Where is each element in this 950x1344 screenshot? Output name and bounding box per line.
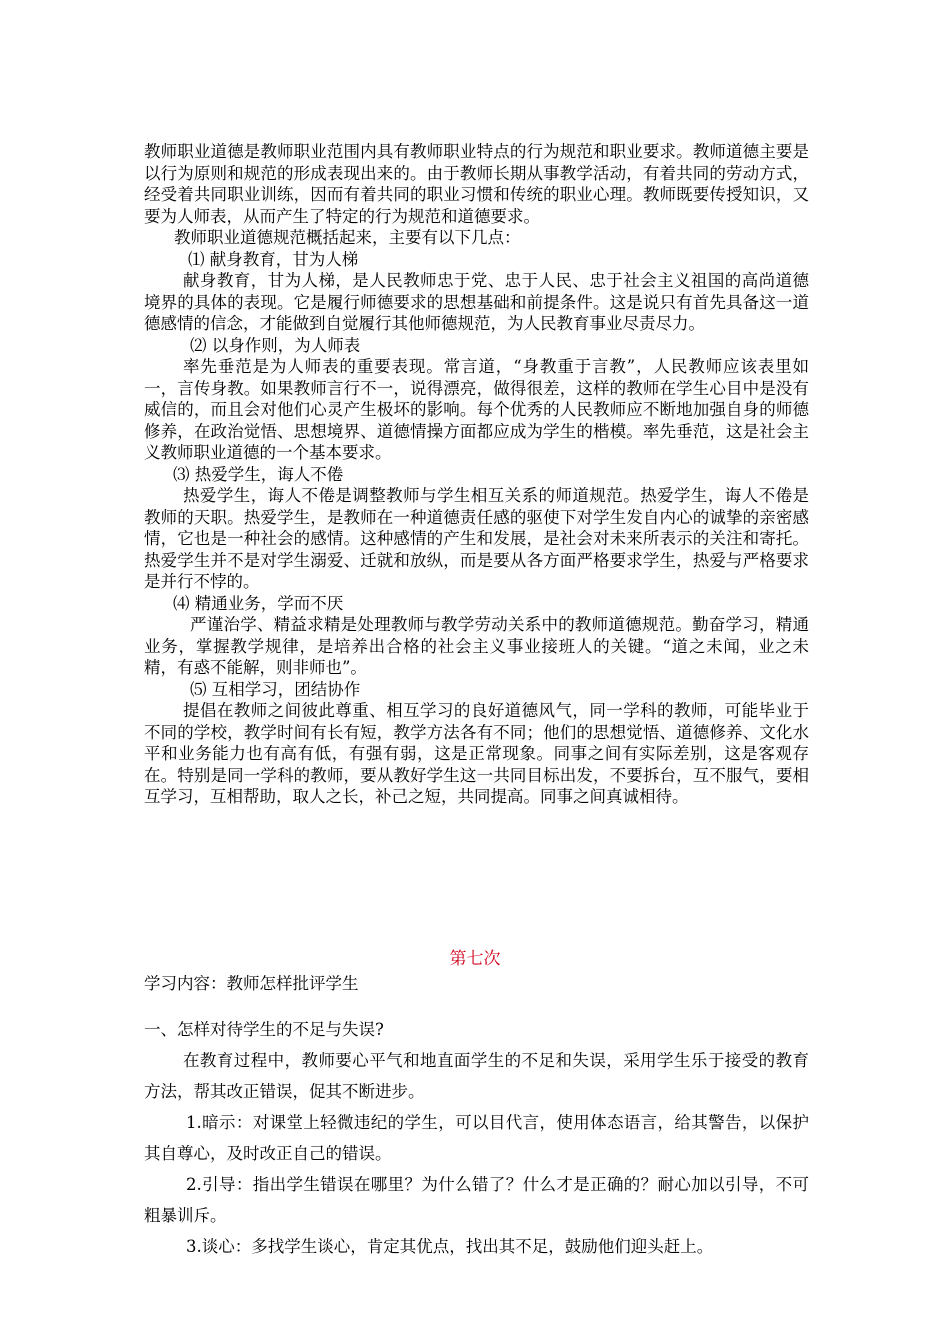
question-heading: 一、怎样对待学生的不足与失误? [144,1020,384,1039]
blank-line [144,999,809,1014]
intro-paragraph: 教师职业道德是教师职业范围内具有教师职业特点的行为规范和职业要求。教师道德主要是以行为原则和规范的形成表现出来的。由于教师长期从事教学活动，有着共同的劳动方式，经受着共同职业训练，因而有着共同的职业习惯和传统的职业心理。教师既要传授知识，又要为人师表，从而产生了特定的行为规范和道德要求。 [144,142,809,226]
item-body-3: 热爱学生，诲人不倦是调整教师与学生相互关系的师道规范。热爱学生，诲人不倦是教师的天职。热爱学生，是教师在一种道德责任感的驱使下对学生发自内心的诚挚的亲密感情，它也是一种社会的感情。这种感情的产生和发展，是社会对未来所表示的关注和寄托。热爱学生并不是对学生溺爱、迁就和放纵，而是要从各方面严格要求学生，热爱与严格要求是并行不悖的。 [144,486,809,591]
section-criticism [144,968,809,1262]
summary-line: 教师职业道德规范概括起来，主要有以下几点： [174,228,521,247]
point-hint: 1.暗示：对课堂上轻微违纪的学生，可以目代言，使用体态语言，给其警告，以保护其自尊心，及时改正自己的错误。 [144,1113,809,1163]
item-heading-4: ⑷ 精通业务，学而不厌 [173,593,344,613]
item-body-5: 提倡在教师之间彼此尊重、相互学习的良好道德风气，同一学科的教师，可能毕业于不同的学校，教学时间有长有短，教学方法各有不同；他们的思想觉悟、道德修养、文化水平和业务能力也有高有低，有强有弱，这是正常现象。同事之间有实际差别，这是客观存在。特别是同一学科的教师，要从教好学生这一共同目标出发，不要拆台，互不服气，要相互学习，互相帮助，取人之长，补己之短，共同提高。同事之间真诚相待。 [144,701,809,806]
section-ethics [144,141,809,808]
study-subject: 学习内容：教师怎样批评学生 [144,974,359,993]
section-title: 第七次 [449,949,501,969]
item-heading-5: ⑸ 互相学习，团结协作 [190,679,361,699]
criticism-intro: 在教育过程中，教师要心平气和地直面学生的不足和失误，采用学生乐于接受的教育方法，帮其改正错误，促其不断进步。 [144,1051,809,1101]
item-body-4: 严谨治学、精益求精是处理教师与教学劳动关系中的教师道德规范。勤奋学习，精通业务，掌握教学规律，是培养出合格的社会主义事业接班人的关键。“道之未闻，业之未精，有惑不能解，则非师也”。 [144,615,809,677]
item-heading-1: ⑴ 献身教育，甘为人梯 [188,249,359,269]
item-body-2: 率先垂范是为人师表的重要表现。常言道，“身教重于言教”，人民教师应该表里如一，言传身教。如果教师言行不一，说得漂亮，做得很差，这样的教师在学生心目中是没有威信的，而且会对他们心灵产生极坏的影响。每个优秀的人民教师应不断地加强自身的师德修养，在政治觉悟、思想境界、道德情操方面都应成为学生的楷模。率先垂范，这是社会主义教师职业道德的一个基本要求。 [144,357,809,462]
point-guide: 2.引导：指出学生错误在哪里？为什么错了？什么才是正确的？耐心加以引导，不可粗暴训斥。 [144,1175,809,1225]
item-body-1: 献身教育，甘为人梯，是人民教师忠于党、忠于人民、忠于社会主义祖国的高尚道德境界的具体的表现。它是履行师德要求的思想基础和前提条件。这是说只有首先具备这一道德感情的信念，才能做到自觉履行其他师德规范，为人民教育事业尽责尽力。 [144,271,809,333]
item-heading-3: ⑶ 热爱学生，诲人不倦 [173,464,344,484]
point-talk: 3.谈心：多找学生谈心，肯定其优点，找出其不足，鼓励他们迎头赶上。 [186,1237,714,1256]
item-heading-2: ⑵ 以身作则，为人师表 [190,335,361,355]
